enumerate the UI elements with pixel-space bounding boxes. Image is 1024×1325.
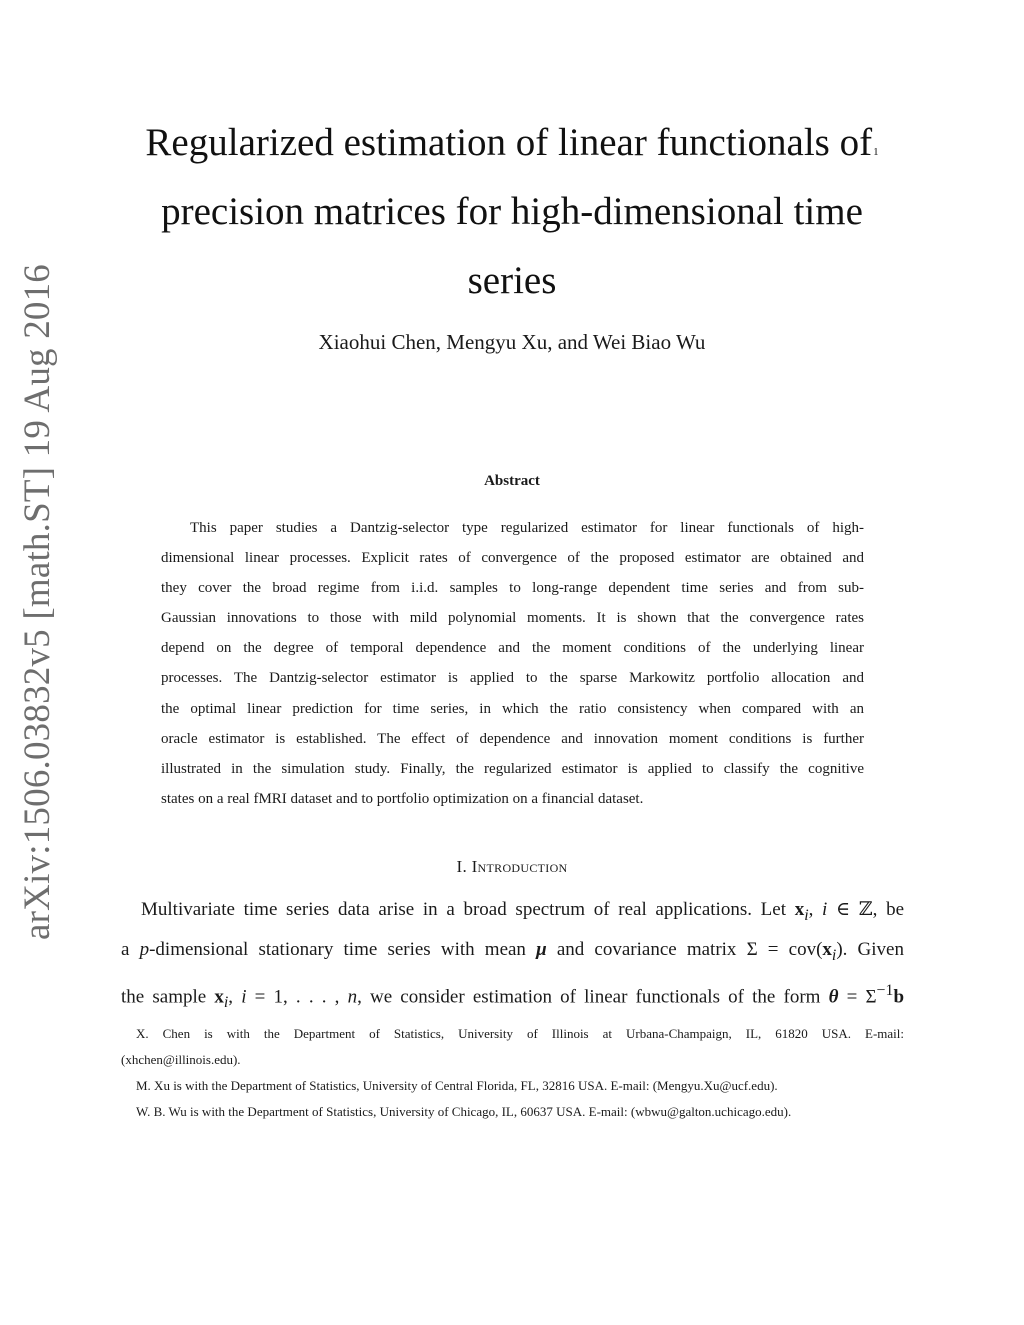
math-integers-symbol: ℤ: [858, 898, 873, 920]
math-var-p: p: [139, 939, 150, 961]
math-vector-x: x: [794, 899, 805, 920]
section-heading-introduction: [100, 855, 924, 879]
introduction-paragraph: [121, 892, 904, 1020]
paper-title: [100, 108, 924, 315]
abstract-line: illustrated in the simulation study. Finally, the regularized estimator is applied to classify the cognitive: [161, 760, 864, 777]
text-run: = 1, . . . ,: [246, 985, 348, 1007]
footnote-chen-email: (xhchen@illinois.edu).: [121, 1052, 241, 1067]
title-line-3: series: [467, 259, 557, 302]
text-run: and covariance matrix Σ = cov(: [546, 939, 823, 961]
abstract-line: states on a real fMRI dataset and to portfolio optimization on a financial dataset.: [161, 790, 644, 807]
math-subscript-i: i: [223, 993, 229, 1011]
abstract-heading: Abstract: [484, 473, 540, 489]
text-run: , be: [872, 899, 905, 920]
math-vector-x: x: [214, 985, 224, 1007]
math-vector-x: x: [822, 939, 832, 961]
title-line-2: precision matrices for high-dimensional time: [161, 190, 863, 233]
math-subscript-i: i: [804, 906, 809, 924]
title-footnote-marker: 1: [873, 146, 879, 158]
math-var-i: i: [822, 899, 828, 920]
section-title: Introduction: [471, 857, 568, 876]
abstract-line: oracle estimator is established. The effect of dependence and innovation moment conditions is further: [161, 730, 864, 747]
author-footnotes: [121, 1021, 904, 1125]
abstract-line: depend on the degree of temporal dependence and the moment conditions of the underlying linear: [161, 640, 864, 657]
section-number: I.: [456, 857, 468, 876]
footnote-chen: X. Chen is with the Department of Statistics, University of Illinois at Urbana-Champaign, IL, 61820 USA. E-mail:: [136, 1026, 904, 1041]
text-run: the sample: [121, 985, 215, 1007]
abstract-line: Gaussian innovations to those with mild polynomial moments. It is shown that the convergence rates: [161, 610, 864, 627]
math-subscript-i: i: [831, 947, 837, 965]
abstract-line: processes. The Dantzig-selector estimator is applied to the sparse Markowitz portfolio allocation and: [161, 670, 864, 687]
text-run: ). Given: [836, 939, 904, 961]
math-var-i: i: [241, 985, 247, 1007]
title-line-1-text: Regularized estimation of linear functionals of: [145, 121, 873, 164]
math-theta: θ: [828, 985, 839, 1007]
math-vector-b: b: [893, 985, 905, 1007]
text-run: ∈: [827, 899, 859, 920]
text-run: ,: [228, 985, 242, 1007]
math-inverse-exponent: −1: [876, 981, 894, 999]
footnote-xu: M. Xu is with the Department of Statistics, University of Central Florida, FL, 32816 USA. E-mail: (Mengyu.Xu@ucf.edu).: [136, 1078, 778, 1093]
text-run: Multivariate time series data arise in a broad spectrum of real applications. Let: [141, 899, 795, 920]
math-mean-mu: μ: [536, 939, 547, 961]
text-run: ,: [808, 899, 823, 920]
abstract-line: they cover the broad regime from i.i.d. samples to long-range dependent time series and from sub-: [161, 580, 864, 597]
text-run: = Σ: [838, 985, 877, 1007]
abstract-body: [161, 513, 864, 814]
title-line-1: [100, 108, 924, 177]
footnote-wu: W. B. Wu is with the Department of Statistics, University of Chicago, IL, 60637 USA. E-mail: (wbwu@galton.uchicago.edu).: [136, 1104, 792, 1119]
abstract-line: dimensional linear processes. Explicit rates of convergence of the proposed estimator are obtained and: [161, 550, 864, 567]
arxiv-identifier-stamp: arXiv:1506.03832v5 [math.ST] 19 Aug 2016: [17, 263, 58, 940]
math-var-n: n: [347, 985, 358, 1007]
intro-line-3: [121, 974, 904, 1021]
abstract-line: This paper studies a Dantzig-selector type regularized estimator for linear functionals of high-: [190, 520, 864, 536]
author-list: Xiaohui Chen, Mengyu Xu, and Wei Biao Wu: [318, 330, 706, 354]
intro-line-1: [121, 892, 904, 933]
abstract-line: the optimal linear prediction for time series, in which the ratio consistency when compared with an: [161, 700, 864, 717]
text-run: , we consider estimation of linear functionals of the form: [357, 985, 829, 1007]
intro-line-2: [121, 933, 904, 973]
text-run: a: [121, 939, 140, 961]
text-run: -dimensional stationary time series with mean: [149, 939, 537, 961]
